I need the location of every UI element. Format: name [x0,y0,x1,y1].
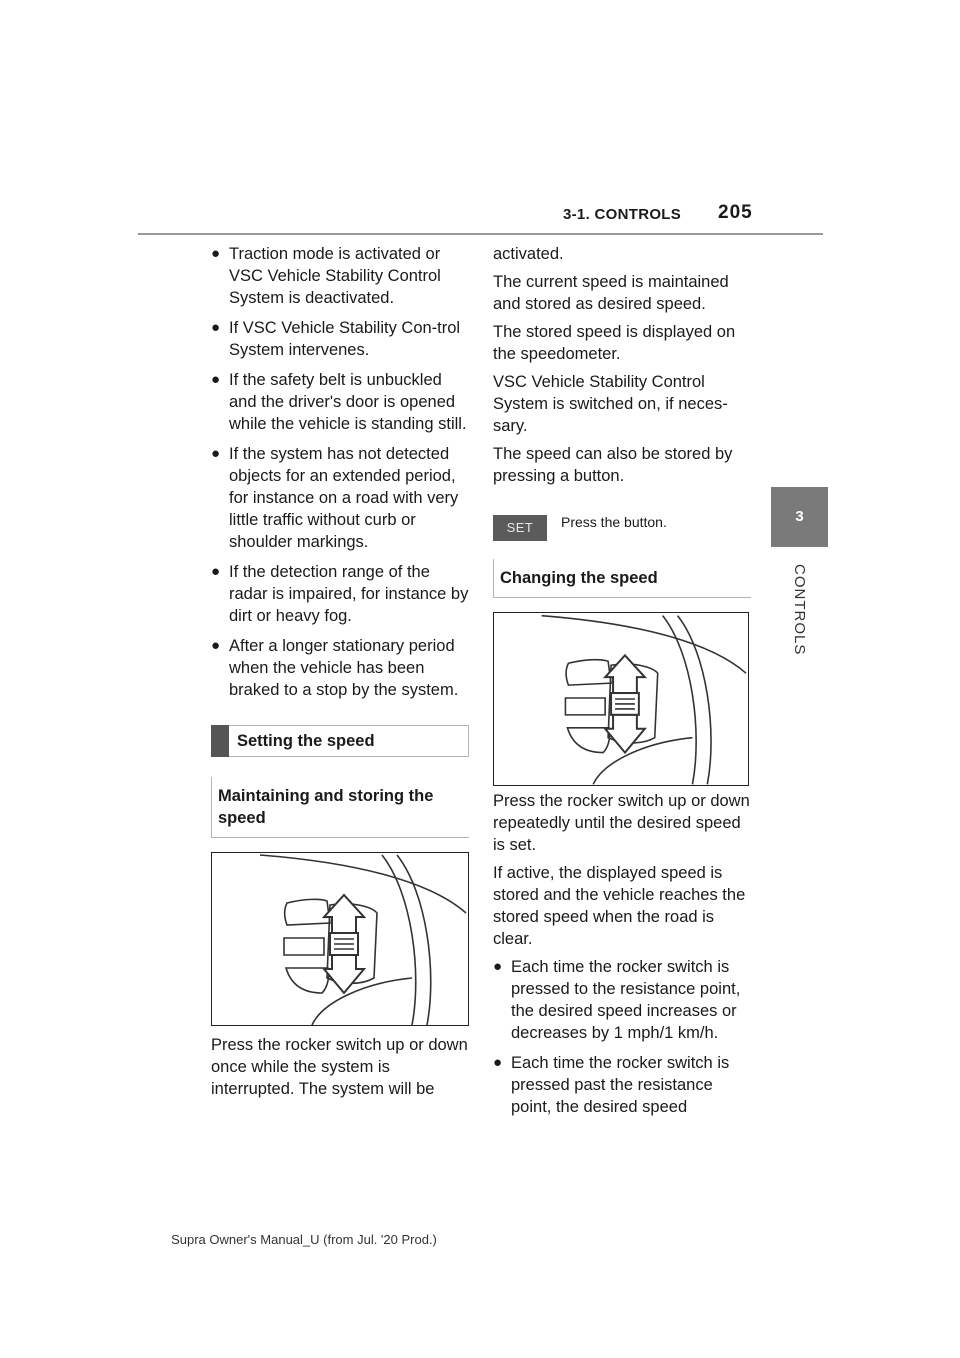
section-title: 3-1. CONTROLS [563,206,682,223]
rocker-switch-icon [494,613,748,785]
page-footer: Supra Owner's Manual_U (from Jul. '20 Prod.) [171,1232,437,1247]
rocker-switch-figure [211,852,469,1026]
diamond-bullet-icon: ● [211,445,221,462]
subsection-heading: Maintaining and storing the speed [211,777,469,838]
body-paragraph: The current speed is maintained and stored as desired speed. [493,273,729,313]
diamond-bullet-icon: ● [493,958,503,975]
body-paragraph: Press the rocker switch up or down repeatedly until the desired speed is set. [493,792,750,854]
left-column [211,243,469,1106]
chapter-tab-label: CONTROLS [791,564,808,656]
diamond-bullet-icon: ● [211,245,221,262]
list-item: ● If VSC Vehicle Stability Con-trol System intervenes. [211,319,461,359]
set-button-caption: Press the button. [561,514,667,530]
section-heading: Setting the speed [211,725,469,757]
body-paragraph: activated. [493,245,564,263]
body-paragraph: VSC Vehicle Stability Control System is switched on, if neces-sary. [493,373,728,435]
list-item: ● After a longer stationary period when the vehicle has been braked to a stop by the system. [211,637,459,699]
diamond-bullet-icon: ● [211,637,221,654]
body-paragraph: The speed can also be stored by pressing a button. [493,445,733,485]
diamond-bullet-icon: ● [211,319,221,336]
list-item: ● Each time the rocker switch is pressed to the resistance point, the desired speed increases or decreases by 1 mph/1 km/h. [493,958,741,1042]
body-paragraph: If active, the displayed speed is stored and the vehicle reaches the stored speed when the road is clear. [493,864,746,948]
set-button-row [493,509,751,541]
list-item: ● If the safety belt is unbuckled and the driver's door is opened while the vehicle is standing still. [211,371,467,433]
chapter-tab-number: 3 [771,487,828,547]
rocker-switch-icon [212,853,468,1025]
chapter-tab-label-wrap [771,555,828,665]
list-item: ● Traction mode is activated or VSC Vehicle Stability Control System is deactivated. [211,245,441,307]
right-column [493,243,751,1126]
page-number: 205 [718,202,753,223]
diamond-bullet-icon: ● [493,1054,503,1071]
header-rule [138,233,823,235]
list-item: ● If the system has not detected objects for an extended period, for instance on a road with very little traffic without curb or shoulder markings. [211,445,459,551]
diamond-bullet-icon: ● [211,563,221,580]
heading-marker [211,725,229,757]
diamond-bullet-icon: ● [211,371,221,388]
list-item: ● If the detection range of the radar is impaired, for instance by dirt or heavy fog. [211,563,469,625]
subsection-heading: Changing the speed [493,559,751,598]
list-item: ● Each time the rocker switch is pressed past the resistance point, the desired speed [493,1054,730,1116]
body-paragraph: The stored speed is displayed on the speedometer. [493,323,736,363]
set-button-icon: SET [493,515,547,541]
body-paragraph: Press the rocker switch up or down once while the system is interrupted. The system will be [211,1036,468,1098]
rocker-switch-figure [493,612,749,786]
